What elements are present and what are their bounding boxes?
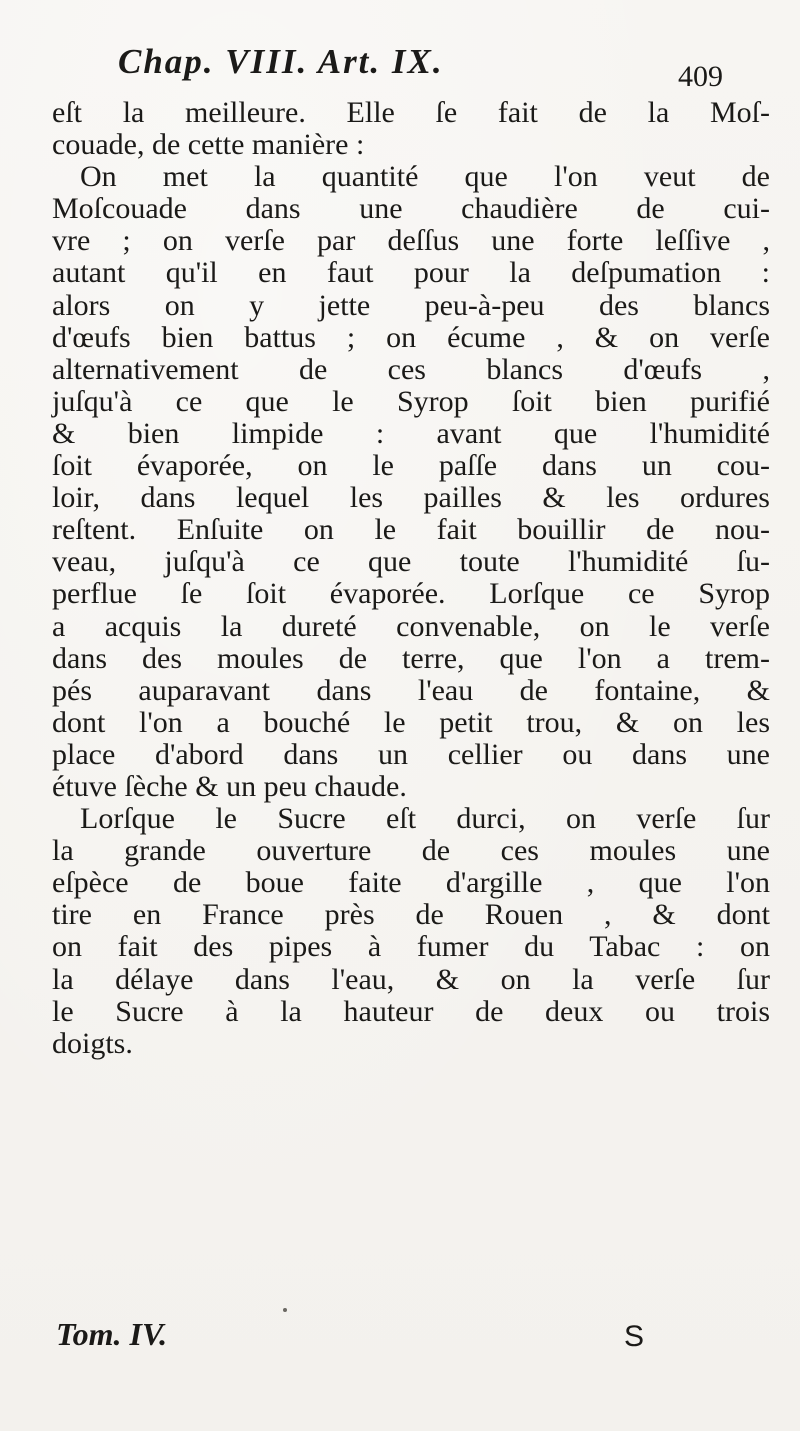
text-line: place d'abord dans un cellier ou dans une (52, 737, 770, 771)
text-line: étuve ſèche & un peu chaude. (52, 769, 407, 803)
text-line: vre ; on verſe par deſſus une forte leſſive , (52, 224, 770, 258)
text-line: Moſcouade dans une chaudière de cui- (52, 192, 770, 226)
body-text (52, 97, 770, 1060)
signature-mark: S (624, 1320, 645, 1353)
text-line: loir, dans lequel les pailles & les ordures (52, 481, 770, 515)
text-line: juſqu'à ce que le Syrop ſoit bien purifié (52, 384, 770, 418)
text-line: Lorſque le Sucre eſt durci, on verſe ſur (80, 802, 770, 836)
volume-label: Tom. IV. (56, 1316, 168, 1352)
footer (56, 1316, 696, 1356)
text-line: perflue ſe ſoit évaporée. Lorſque ce Syrop (52, 577, 770, 611)
text-line: ſoit évaporée, on le paſſe dans un cou- (52, 449, 770, 483)
text-line: veau, juſqu'à ce que toute l'humidité ſu- (52, 545, 770, 579)
running-title: Chap. VIII. Art. IX. (118, 42, 444, 81)
text-line: reſtent. Enſuite on le fait bouillir de nou- (52, 513, 770, 547)
text-line: la délaye dans l'eau, & on la verſe ſur (52, 962, 770, 996)
ink-smudge (283, 1308, 287, 1312)
text-line: On met la quantité que l'on veut de (80, 160, 770, 194)
text-line: alors on y jette peu-à-peu des blancs (52, 288, 770, 322)
text-line: doigts. (52, 1026, 133, 1060)
text-line: d'œufs bien battus ; on écume , & on verſe (52, 320, 770, 354)
text-line: dont l'on a bouché le petit trou, & on les (52, 705, 770, 739)
text-line: alternativement de ces blancs d'œufs , (52, 352, 770, 386)
text-line: on fait des pipes à fumer du Tabac : on (52, 930, 770, 964)
text-line: autant qu'il en faut pour la deſpumation : (52, 256, 770, 290)
text-line: eſpèce de boue faite d'argille , que l'on (52, 866, 770, 900)
text-line: & bien limpide : avant que l'humidité (52, 416, 770, 450)
text-line: eſt la meilleure. Elle ſe fait de la Moſ- (52, 96, 770, 129)
text-line: le Sucre à la hauteur de deux ou trois (52, 994, 770, 1028)
page-number: 409 (678, 60, 723, 93)
text-line: couade, de cette manière : (52, 128, 365, 162)
text-line: a acquis la dureté convenable, on le verſe (52, 609, 770, 643)
text-line: la grande ouverture de ces moules une (52, 834, 770, 868)
text-line: dans des moules de terre, que l'on a trem- (52, 641, 770, 675)
text-line: tire en France près de Rouen , & dont (52, 898, 770, 932)
text-line: pés auparavant dans l'eau de fontaine, & (52, 673, 770, 707)
